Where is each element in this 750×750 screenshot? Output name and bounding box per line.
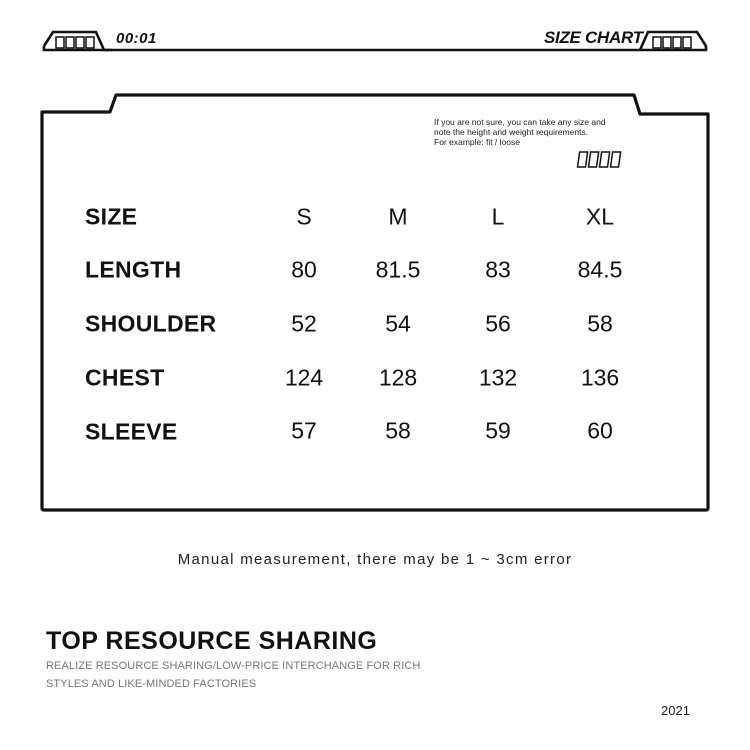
table-cell: 80 [291,256,317,283]
table-cell: 56 [485,310,511,337]
table-cell: 124 [284,364,324,391]
table-cell: 132 [478,364,518,391]
size-header-label: SIZE [85,203,138,230]
row-label-shoulder: SHOULDER [85,310,217,337]
size-column-xl: XL [585,203,615,230]
table-cell: 84.5 [577,256,623,283]
row-label-length: LENGTH [85,256,182,283]
footer-subtitle-line: REALIZE RESOURCE SHARING/LOW-PRICE INTERCHANGE FOR RICH [46,660,421,672]
table-cell: 57 [291,417,317,444]
size-note-line: If you are not sure, you can take any size and [434,117,606,127]
table-cell: 83 [485,256,511,283]
table-cell: 59 [485,417,511,444]
table-cell: 54 [385,310,411,337]
footer-subtitle-line: STYLES AND LIKE-MINDED FACTORIES [46,678,257,690]
table-cell: 58 [587,310,613,337]
size-note-line: For example: fit / loose [434,137,520,147]
measurement-disclaimer: Manual measurement, there may be 1 ~ 3cm error [177,551,573,568]
header-title: SIZE CHART [544,28,643,47]
row-label-sleeve: SLEEVE [85,418,178,445]
size-note [434,117,644,147]
size-column-m: M [388,203,408,230]
size-column-s: S [296,203,312,230]
size-column-l: L [491,203,505,230]
size-note-line: note the height and weight requirements. [434,127,589,137]
table-cell: 60 [587,417,613,444]
table-cell: 136 [580,364,620,391]
note-box-icons [578,152,621,167]
footer-year: 2021 [661,703,690,718]
row-label-chest: CHEST [85,364,165,391]
table-cell: 58 [385,417,411,444]
header-time: 00:01 [116,30,157,47]
footer-title: TOP RESOURCE SHARING [46,627,378,655]
table-cell: 128 [378,364,418,391]
table-cell: 81.5 [375,256,421,283]
table-cell: 52 [291,310,317,337]
